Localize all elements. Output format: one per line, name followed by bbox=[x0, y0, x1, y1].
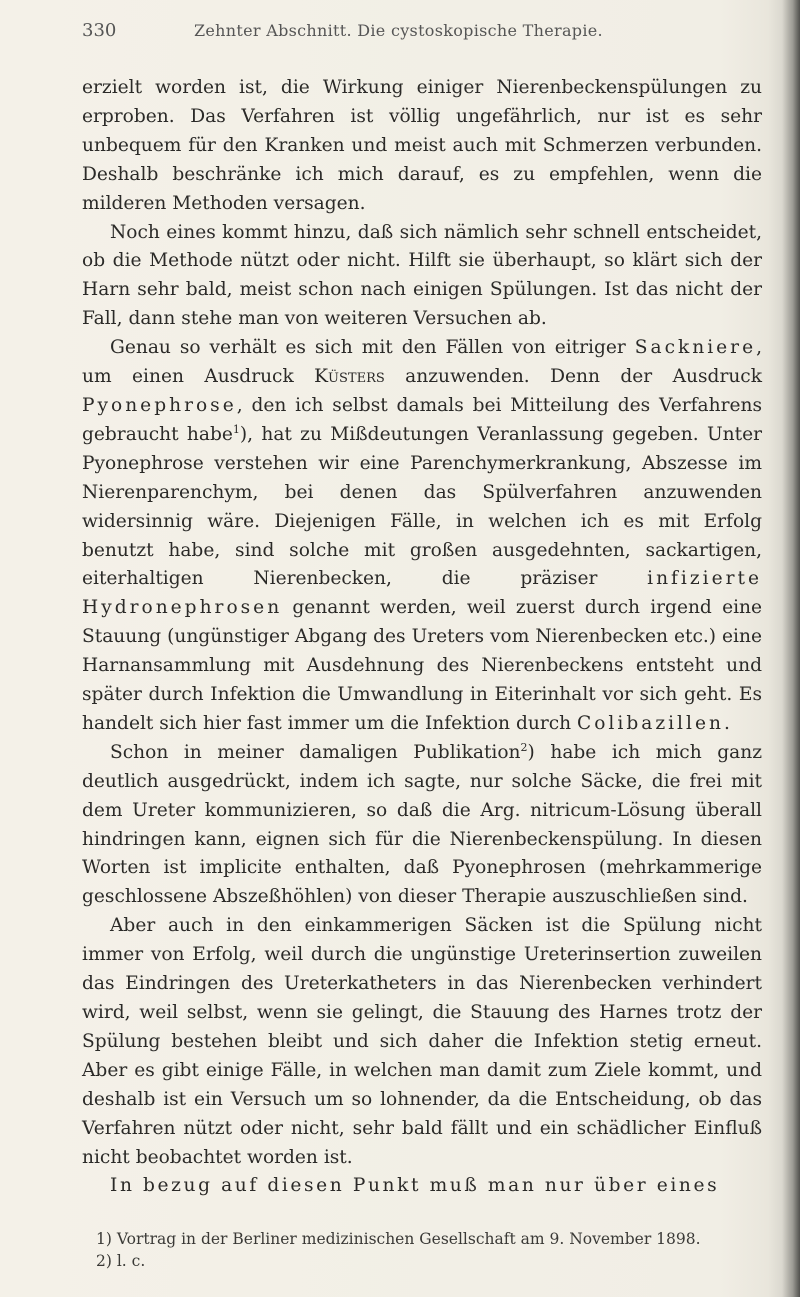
footnote-1: 1) Vortrag in der Berliner medizinischen Gesellschaft am 9. November 1898. bbox=[96, 1230, 701, 1248]
paragraph-2: Noch eines kommt hinzu, daß sich nämlich sehr schnell entscheidet, ob die Methode nützt oder nicht. Hilft sie überhaupt, so klärt sich der Harn sehr bald, meist schon nach einigen Spülungen. Ist das nicht der Fall, dann stehe man von weiteren Versuchen ab. bbox=[82, 221, 762, 330]
text-run: Schon in meiner damaligen Publikation bbox=[110, 741, 521, 763]
page-edge-shadow bbox=[782, 0, 800, 1297]
text-run: , den ich selbst damals bei Mitteilung des Verfahrens gebraucht habe bbox=[82, 394, 762, 445]
paragraph-1: erzielt worden ist, die Wirkung einiger Nierenbeckenspülungen zu erproben. Das Verfahren ist völlig ungefährlich, nur ist es sehr unbequem für den Kranken und meist auch mit Schmerzen verbunden. Deshalb beschränke ich mich darauf, es zu empfehlen, wenn die milderen Methoden versagen. bbox=[82, 77, 762, 214]
footnotes bbox=[96, 1228, 762, 1272]
text-run: ) habe ich mich ganz deutlich ausgedrückt, indem ich sagte, nur solche Säcke, die frei mit dem Ureter kommunizieren, so daß die Arg. nitricum-Lösung überall hindringen kann, eignen sich für die Nierenbeckenspülung. In diesen Worten ist implicite enthalten, daß Pyonephrosen (mehrkammerige geschlossene Abszeßhöhlen) von dieser Therapie auszuschließen sind. bbox=[82, 741, 762, 908]
footnote-ref-1[interactable]: 1 bbox=[232, 422, 240, 436]
text-run: anzuwenden. Denn der Ausdruck bbox=[384, 366, 762, 388]
author-name-kuesters: Küsters bbox=[314, 366, 385, 388]
paragraph-3 bbox=[82, 334, 762, 739]
page-number: 330 bbox=[82, 20, 117, 41]
paragraph-6-spaced: In bezug auf diesen Punkt muß man nur über eines bbox=[110, 1175, 720, 1197]
footnote-2: 2) l. c. bbox=[96, 1252, 146, 1270]
text-run: genannt werden, weil zuerst durch irgend eine Stauung (ungünstiger Abgang des Ureters vom Nierenbecken etc.) eine Harnansammlung mit Ausdehnung des Nierenbeckens entsteht und später durch Infektion die Umwandlung in Eiterinhalt vor sich geht. Es handelt sich hier fast immer um die Infektion durch bbox=[82, 597, 762, 734]
spaced-term-sackniere: Sackniere bbox=[634, 337, 757, 359]
text-run: ), hat zu Mißdeutungen Veranlassung gegeben. Unter Pyonephrose verstehen wir eine Parenchymerkrankung, Abszesse im Nierenparenchym, bei denen das Spülverfahren anzuwenden widersinnig wäre. Diejenigen Fälle, in welchen ich es mit Erfolg benutzt habe, sind solche mit großen ausgedehnten, sackartigen, eiterhaltigen Nierenbecken, die präziser bbox=[82, 423, 762, 590]
text-run: . bbox=[723, 712, 730, 734]
paragraph-4 bbox=[82, 739, 762, 912]
running-title: Zehnter Abschnitt. Die cystoskopische Therapie. bbox=[194, 21, 603, 40]
spaced-term-pyonephrose: Pyonephrose bbox=[82, 394, 237, 416]
footnote-ref-2[interactable]: 2 bbox=[520, 740, 528, 754]
spaced-term-hydronephrosen: infizierte Hydronephrosen bbox=[82, 568, 762, 619]
text-run: Genau so verhält es sich mit den Fällen von eitriger bbox=[110, 337, 635, 359]
spaced-term-colibazillen: Colibazillen bbox=[577, 712, 724, 734]
text-run: , um einen Ausdruck bbox=[82, 337, 762, 388]
running-header bbox=[82, 20, 762, 41]
body-text bbox=[82, 74, 762, 1201]
paragraph-5: Aber auch in den einkammerigen Säcken ist die Spülung nicht immer von Erfolg, weil durch die ungünstige Ureterinsertion zuweilen das Eindringen des Ureterkatheters in das Nierenbecken verhindert wird, weil selbst, wenn sie gelingt, die Stauung des Harnes trotz der Spülung bestehen bleibt und sich daher die Infektion stetig erneut. Aber es gibt einige Fälle, in welchen man damit zum Ziele kommt, und deshalb ist ein Versuch um so lohnender, da die Entscheidung, ob das Verfahren nützt oder nicht, sehr bald fällt und ein schädlicher Einfluß nicht beobachtet worden ist. bbox=[82, 915, 762, 1168]
